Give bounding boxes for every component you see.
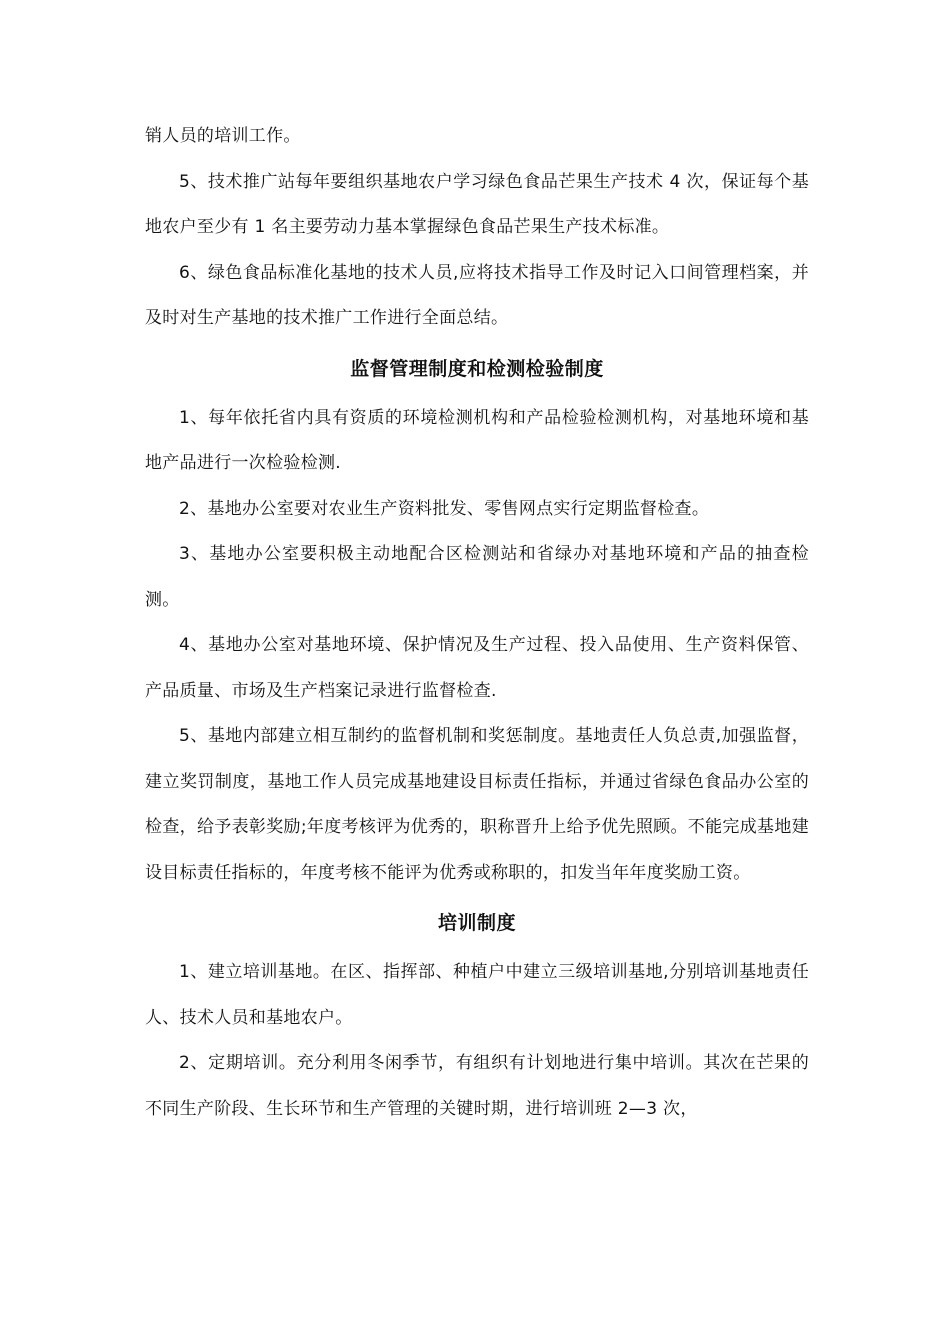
paragraph-supervision-item-4: 4、基地办公室对基地环境、保护情况及生产过程、投入品使用、生产资料保管、产品质量、市场及生产档案记录进行监督检查. — [145, 635, 809, 701]
paragraph-training-item-1: 1、建立培训基地。在区、指挥部、种植户中建立三级培训基地,分别培训基地责任人、技术人员和基地农户。 — [145, 962, 809, 1028]
paragraph-supervision-item-2: 2、基地办公室要对农业生产资料批发、零售网点实行定期监督检查。 — [179, 498, 710, 519]
paragraph-supervision-item-5: 5、基地内部建立相互制约的监督机制和奖惩制度。基地责任人负总责,加强监督，建立奖罚制度，基地工作人员完成基地建设目标责任指标，并通过省绿色食品办公室的检查，给予表彰奖励;年度考核评为优秀的，职称晋升上给予优先照顾。不能完成基地建设目标责任指标的，年度考核不能评为优秀或称职的，扣发当年年度奖励工资。 — [145, 726, 809, 883]
paragraph-training-item-2: 2、定期培训。充分利用冬闲季节，有组织有计划地进行集中培训。其次在芒果的不同生产阶段、生长环节和生产管理的关键时期，进行培训班 2—3 次， — [145, 1053, 809, 1119]
paragraph-tech-records-item-6: 6、绿色食品标准化基地的技术人员,应将技术指导工作及时记入口间管理档案，并及时对生产基地的技术推广工作进行全面总结。 — [145, 262, 809, 328]
paragraph-continuation: 销人员的培训工作。 — [145, 126, 301, 146]
section-heading-supervision: 监督管理制度和检测检验制度 — [350, 357, 604, 380]
section-heading-training: 培训制度 — [437, 912, 516, 934]
document-page — [145, 114, 809, 1132]
paragraph-supervision-item-1: 1、每年依托省内具有资质的环境检测机构和产品检验检测机构，对基地环境和基地产品进行一次检验检测. — [145, 407, 809, 473]
paragraph-supervision-item-3: 3、基地办公室要积极主动地配合区检测站和省绿办对基地环境和产品的抽查检测。 — [145, 544, 809, 610]
paragraph-tech-training-item-5: 5、技术推广站每年要组织基地农户学习绿色食品芒果生产技术 4 次，保证每个基地农户至少有 1 名主要劳动力基本掌握绿色食品芒果生产技术标准。 — [145, 171, 809, 237]
